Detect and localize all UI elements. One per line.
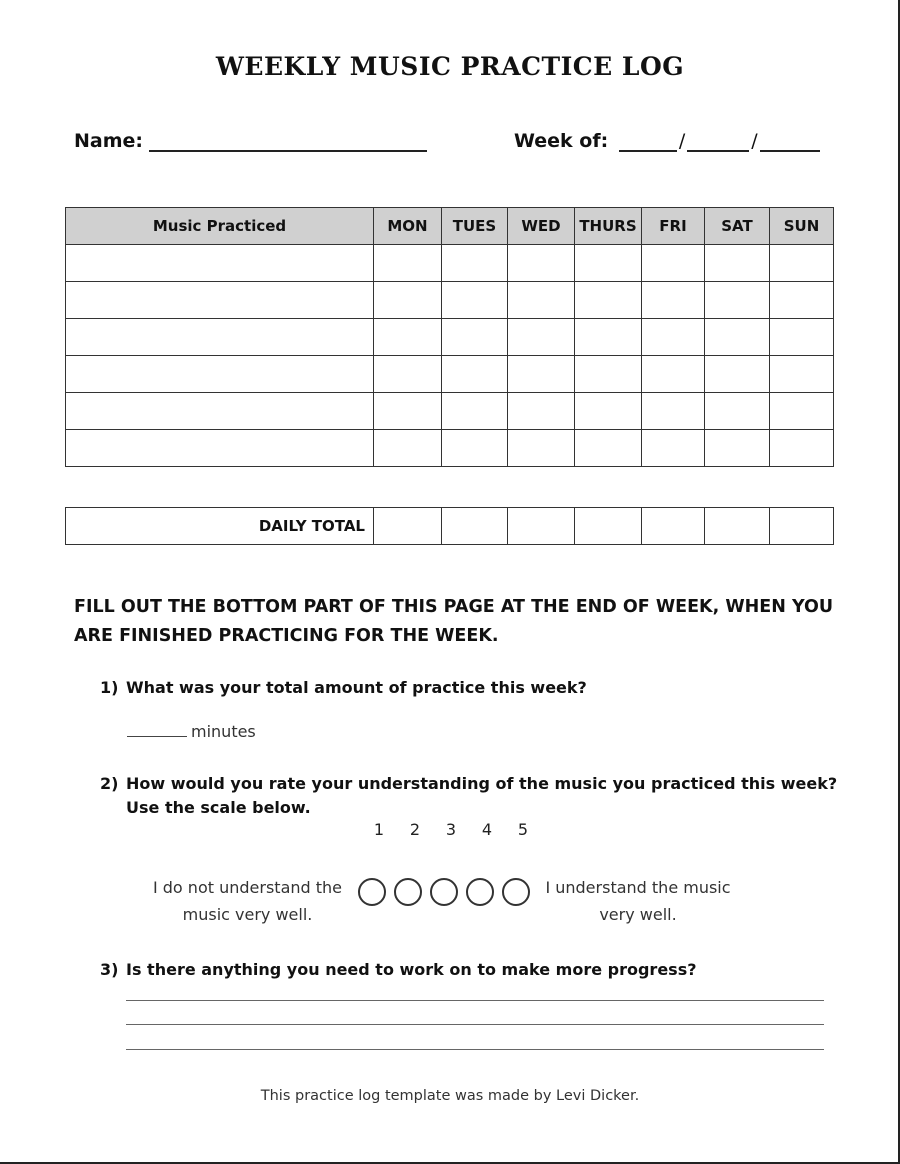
table-row <box>66 393 834 430</box>
rating-radio-3[interactable] <box>430 878 458 906</box>
question-2 <box>100 772 837 820</box>
day-cell[interactable] <box>642 430 705 467</box>
day-cell[interactable] <box>508 245 575 282</box>
question-text: Is there anything you need to work on to make more progress? <box>126 960 697 979</box>
scale-low-line2: music very well. <box>182 905 313 924</box>
question-number: 2) <box>100 774 119 793</box>
day-cell[interactable] <box>442 245 508 282</box>
day-cell[interactable] <box>374 282 442 319</box>
day-cell[interactable] <box>575 282 642 319</box>
day-cell[interactable] <box>374 430 442 467</box>
total-cell[interactable] <box>642 508 705 545</box>
day-header-fri: FRI <box>642 208 705 245</box>
scale-number: 4 <box>481 820 493 839</box>
table-row <box>66 319 834 356</box>
minutes-field[interactable] <box>127 722 256 741</box>
day-cell[interactable] <box>575 356 642 393</box>
total-cell[interactable] <box>770 508 834 545</box>
minutes-blank-line[interactable] <box>127 736 187 737</box>
name-label: Name: <box>74 130 144 152</box>
day-cell[interactable] <box>770 319 834 356</box>
day-cell[interactable] <box>508 356 575 393</box>
question-subtext: Use the scale below. <box>126 798 311 817</box>
week-month-blank[interactable] <box>619 130 677 152</box>
daily-total-table <box>65 507 834 545</box>
music-cell[interactable] <box>66 245 374 282</box>
day-cell[interactable] <box>442 393 508 430</box>
answer-line[interactable] <box>126 1000 824 1001</box>
question-1 <box>100 676 587 700</box>
day-header-sun: SUN <box>770 208 834 245</box>
day-cell[interactable] <box>374 319 442 356</box>
day-cell[interactable] <box>575 393 642 430</box>
total-cell[interactable] <box>508 508 575 545</box>
week-separator: / <box>751 130 758 152</box>
week-of-field[interactable] <box>514 130 820 152</box>
day-cell[interactable] <box>642 356 705 393</box>
answer-line[interactable] <box>126 1049 824 1050</box>
day-cell[interactable] <box>374 245 442 282</box>
day-header-tues: TUES <box>442 208 508 245</box>
music-cell[interactable] <box>66 282 374 319</box>
question-number: 1) <box>100 678 119 697</box>
day-cell[interactable] <box>442 430 508 467</box>
day-cell[interactable] <box>575 319 642 356</box>
day-cell[interactable] <box>705 430 770 467</box>
rating-circles <box>358 878 538 910</box>
scale-number: 1 <box>373 820 385 839</box>
music-cell[interactable] <box>66 319 374 356</box>
week-of-label: Week of: <box>514 130 609 152</box>
table-row <box>66 282 834 319</box>
day-cell[interactable] <box>508 319 575 356</box>
day-cell[interactable] <box>442 319 508 356</box>
day-header-sat: SAT <box>705 208 770 245</box>
instructions-text: FILL OUT THE BOTTOM PART OF THIS PAGE AT THE END OF WEEK, WHEN YOU ARE FINISHED PRACTICING FOR THE WEEK. <box>74 597 834 646</box>
day-cell[interactable] <box>642 319 705 356</box>
answer-line[interactable] <box>126 1024 824 1025</box>
rating-radio-5[interactable] <box>502 878 530 906</box>
day-header-wed: WED <box>508 208 575 245</box>
name-blank-line[interactable] <box>149 130 427 152</box>
rating-scale-numbers <box>361 820 541 839</box>
day-cell[interactable] <box>374 393 442 430</box>
day-cell[interactable] <box>705 282 770 319</box>
scale-high-line1: I understand the music <box>545 878 731 897</box>
table-header-row <box>66 208 834 245</box>
day-cell[interactable] <box>705 356 770 393</box>
footer-credit: This practice log template was made by Levi Dicker. <box>260 1088 640 1104</box>
table-row <box>66 245 834 282</box>
question-text: How would you rate your understanding of the music you practiced this week? <box>126 774 838 793</box>
name-field[interactable] <box>74 130 427 152</box>
question-text: What was your total amount of practice this week? <box>126 678 587 697</box>
day-cell[interactable] <box>705 245 770 282</box>
day-cell[interactable] <box>575 430 642 467</box>
day-cell[interactable] <box>770 245 834 282</box>
day-cell[interactable] <box>374 356 442 393</box>
music-cell[interactable] <box>66 430 374 467</box>
minutes-label: minutes <box>191 722 256 741</box>
week-year-blank[interactable] <box>760 130 820 152</box>
question-number: 3) <box>100 960 119 979</box>
rating-radio-1[interactable] <box>358 878 386 906</box>
scale-number: 3 <box>445 820 457 839</box>
scale-number: 2 <box>409 820 421 839</box>
scale-low-line1: I do not understand the <box>152 878 343 897</box>
daily-total-label: DAILY TOTAL <box>66 508 374 545</box>
rating-radio-4[interactable] <box>466 878 494 906</box>
day-cell[interactable] <box>770 430 834 467</box>
day-cell[interactable] <box>642 245 705 282</box>
music-cell[interactable] <box>66 356 374 393</box>
total-cell[interactable] <box>374 508 442 545</box>
day-cell[interactable] <box>770 282 834 319</box>
page-title: WEEKLY MUSIC PRACTICE LOG <box>215 52 685 81</box>
daily-total-row <box>66 508 834 545</box>
table-row <box>66 356 834 393</box>
scale-number: 5 <box>517 820 529 839</box>
total-cell[interactable] <box>705 508 770 545</box>
day-cell[interactable] <box>770 356 834 393</box>
day-cell[interactable] <box>575 245 642 282</box>
total-cell[interactable] <box>575 508 642 545</box>
day-cell[interactable] <box>508 430 575 467</box>
table-row <box>66 430 834 467</box>
music-cell[interactable] <box>66 393 374 430</box>
day-cell[interactable] <box>442 282 508 319</box>
scale-high-line2: very well. <box>599 905 677 924</box>
day-cell[interactable] <box>642 393 705 430</box>
practice-log-table <box>65 207 834 467</box>
day-cell[interactable] <box>508 282 575 319</box>
day-header-mon: MON <box>374 208 442 245</box>
week-day-blank[interactable] <box>687 130 749 152</box>
day-cell[interactable] <box>642 282 705 319</box>
log-rows <box>66 245 834 467</box>
day-header-thurs: THURS <box>575 208 642 245</box>
scale-high-label <box>538 874 738 928</box>
question-3 <box>100 958 697 982</box>
total-cell[interactable] <box>442 508 508 545</box>
day-cell[interactable] <box>442 356 508 393</box>
music-practiced-header: Music Practiced <box>66 208 374 245</box>
week-separator: / <box>678 130 686 152</box>
rating-radio-2[interactable] <box>394 878 422 906</box>
day-cell[interactable] <box>705 319 770 356</box>
scale-low-label <box>140 874 355 928</box>
day-cell[interactable] <box>508 393 575 430</box>
day-cell[interactable] <box>770 393 834 430</box>
day-cell[interactable] <box>705 393 770 430</box>
